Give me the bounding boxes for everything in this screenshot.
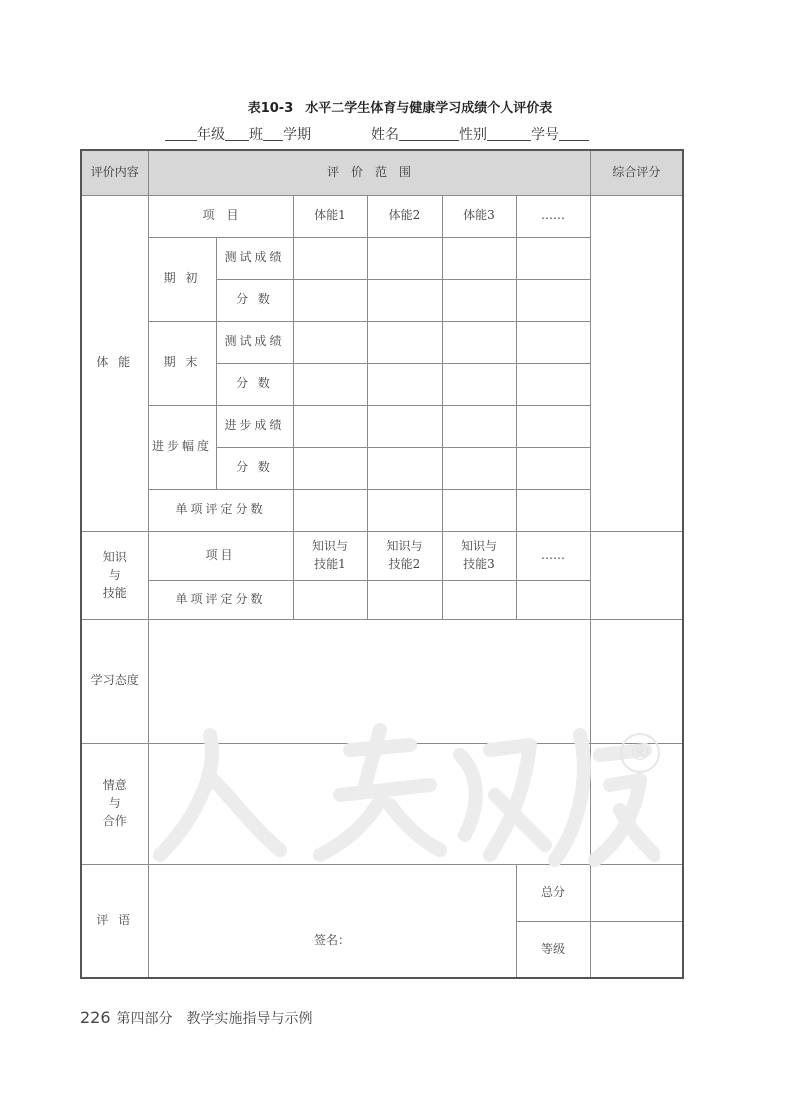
knowledge-overall-cell[interactable] bbox=[590, 531, 683, 619]
fitness-item: 体能1 bbox=[293, 195, 367, 237]
emotion-label-line: 与 bbox=[108, 796, 121, 811]
score-cell[interactable] bbox=[293, 405, 367, 447]
emotion-row bbox=[81, 743, 683, 864]
fitness-item: …… bbox=[516, 195, 590, 237]
score-cell[interactable] bbox=[516, 580, 590, 619]
class-blank[interactable] bbox=[225, 126, 249, 141]
header-row bbox=[81, 150, 683, 195]
score-cell[interactable] bbox=[516, 363, 590, 405]
header-content: 评价内容 bbox=[81, 150, 148, 195]
score-cell[interactable] bbox=[367, 237, 442, 279]
fitness-overall-cell[interactable] bbox=[590, 195, 683, 531]
knowledge-items-row bbox=[81, 531, 683, 580]
grade-blank[interactable] bbox=[165, 126, 197, 141]
score-cell[interactable] bbox=[442, 489, 516, 531]
fitness-item-label: 项 目 bbox=[148, 195, 293, 237]
score-cell[interactable] bbox=[367, 580, 442, 619]
registered-mark-icon: ® bbox=[620, 733, 660, 773]
score-label: 分 数 bbox=[216, 363, 293, 405]
table-number: 表10-3 bbox=[247, 101, 294, 116]
score-cell[interactable] bbox=[516, 237, 590, 279]
class-label: 班 bbox=[249, 127, 263, 143]
knowledge-item-line: 技能2 bbox=[388, 557, 421, 572]
test-score-label: 测试成绩 bbox=[216, 237, 293, 279]
score-cell[interactable] bbox=[442, 237, 516, 279]
test-score-label: 测试成绩 bbox=[216, 321, 293, 363]
score-cell[interactable] bbox=[293, 363, 367, 405]
score-cell[interactable] bbox=[442, 405, 516, 447]
score-cell[interactable] bbox=[516, 405, 590, 447]
knowledge-item-line: 技能3 bbox=[463, 557, 495, 572]
emotion-cell[interactable] bbox=[148, 743, 590, 864]
score-cell[interactable] bbox=[293, 447, 367, 489]
signature-label: 签名： bbox=[313, 932, 350, 947]
knowledge-item-line: 知识与 bbox=[311, 539, 348, 554]
student-info-line bbox=[165, 124, 589, 144]
knowledge-item-line: …… bbox=[541, 547, 566, 562]
attitude-label: 学习态度 bbox=[81, 619, 148, 743]
attitude-row bbox=[81, 619, 683, 743]
comment-cell[interactable] bbox=[148, 864, 516, 978]
emotion-label bbox=[81, 743, 148, 864]
score-cell[interactable] bbox=[516, 279, 590, 321]
fitness-items-row bbox=[81, 195, 683, 237]
knowledge-item-line: 知识与 bbox=[460, 539, 497, 554]
knowledge-item bbox=[293, 531, 367, 580]
comment-row bbox=[81, 864, 683, 921]
knowledge-item-line: 技能1 bbox=[314, 557, 346, 572]
score-cell[interactable] bbox=[442, 580, 516, 619]
table-title bbox=[0, 97, 800, 116]
total-cell[interactable] bbox=[590, 864, 683, 921]
score-cell[interactable] bbox=[367, 489, 442, 531]
fitness-item: 体能3 bbox=[442, 195, 516, 237]
score-label: 分 数 bbox=[216, 279, 293, 321]
knowledge-category bbox=[81, 531, 148, 619]
level-label: 等级 bbox=[516, 921, 590, 978]
score-cell[interactable] bbox=[293, 279, 367, 321]
emotion-label-line: 情意 bbox=[102, 778, 127, 793]
level-cell[interactable] bbox=[590, 921, 683, 978]
evaluation-table bbox=[80, 149, 684, 979]
period-end-label: 期 末 bbox=[148, 321, 216, 405]
knowledge-item bbox=[367, 531, 442, 580]
knowledge-category-line: 与 bbox=[108, 567, 121, 582]
score-cell[interactable] bbox=[367, 321, 442, 363]
gender-label: 性别 bbox=[459, 127, 487, 143]
page-number: 226 bbox=[80, 1008, 111, 1027]
knowledge-category-line: 技能 bbox=[102, 585, 127, 600]
score-cell[interactable] bbox=[442, 363, 516, 405]
score-cell[interactable] bbox=[442, 321, 516, 363]
score-cell[interactable] bbox=[293, 237, 367, 279]
page-footer bbox=[80, 1008, 313, 1028]
comment-label: 评 语 bbox=[81, 864, 148, 978]
score-cell[interactable] bbox=[367, 363, 442, 405]
gender-blank[interactable] bbox=[487, 126, 531, 141]
student-id-label: 学号 bbox=[531, 127, 559, 143]
score-cell[interactable] bbox=[442, 279, 516, 321]
score-cell[interactable] bbox=[293, 580, 367, 619]
attitude-overall-cell[interactable] bbox=[590, 619, 683, 743]
grade-label: 年级 bbox=[197, 127, 225, 143]
header-overall: 综合评分 bbox=[590, 150, 683, 195]
score-cell[interactable] bbox=[367, 447, 442, 489]
semester-label: 学期 bbox=[283, 127, 311, 143]
score-cell[interactable] bbox=[516, 447, 590, 489]
fitness-item: 体能2 bbox=[367, 195, 442, 237]
progress-label: 进步幅度 bbox=[148, 405, 216, 489]
table-title-text: 水平二学生体育与健康学习成绩个人评价表 bbox=[305, 101, 553, 116]
knowledge-category-line: 知识 bbox=[102, 549, 127, 564]
score-cell[interactable] bbox=[442, 447, 516, 489]
score-cell[interactable] bbox=[367, 405, 442, 447]
attitude-cell[interactable] bbox=[148, 619, 590, 743]
emotion-label-line: 合作 bbox=[102, 814, 127, 829]
progress-score-label: 进步成绩 bbox=[216, 405, 293, 447]
score-cell[interactable] bbox=[516, 321, 590, 363]
header-range: 评 价 范 围 bbox=[148, 150, 590, 195]
semester-blank[interactable] bbox=[263, 126, 283, 141]
score-cell[interactable] bbox=[293, 321, 367, 363]
single-score-label: 单项评定分数 bbox=[148, 489, 293, 531]
knowledge-item bbox=[442, 531, 516, 580]
knowledge-item-line: 知识与 bbox=[386, 539, 423, 554]
footer-section: 第四部分 教学实施指导与示例 bbox=[116, 1011, 313, 1027]
single-score-label: 单项评定分数 bbox=[148, 580, 293, 619]
period-start-label: 期 初 bbox=[148, 237, 216, 321]
knowledge-item-label: 项目 bbox=[148, 531, 293, 580]
total-label: 总分 bbox=[516, 864, 590, 921]
name-label: 姓名 bbox=[371, 127, 399, 143]
score-cell[interactable] bbox=[367, 279, 442, 321]
score-cell[interactable] bbox=[516, 489, 590, 531]
name-blank[interactable] bbox=[399, 126, 459, 141]
student-id-blank[interactable] bbox=[559, 126, 589, 141]
fitness-category: 体 能 bbox=[81, 195, 148, 531]
score-label: 分 数 bbox=[216, 447, 293, 489]
score-cell[interactable] bbox=[293, 489, 367, 531]
knowledge-item bbox=[516, 531, 590, 580]
